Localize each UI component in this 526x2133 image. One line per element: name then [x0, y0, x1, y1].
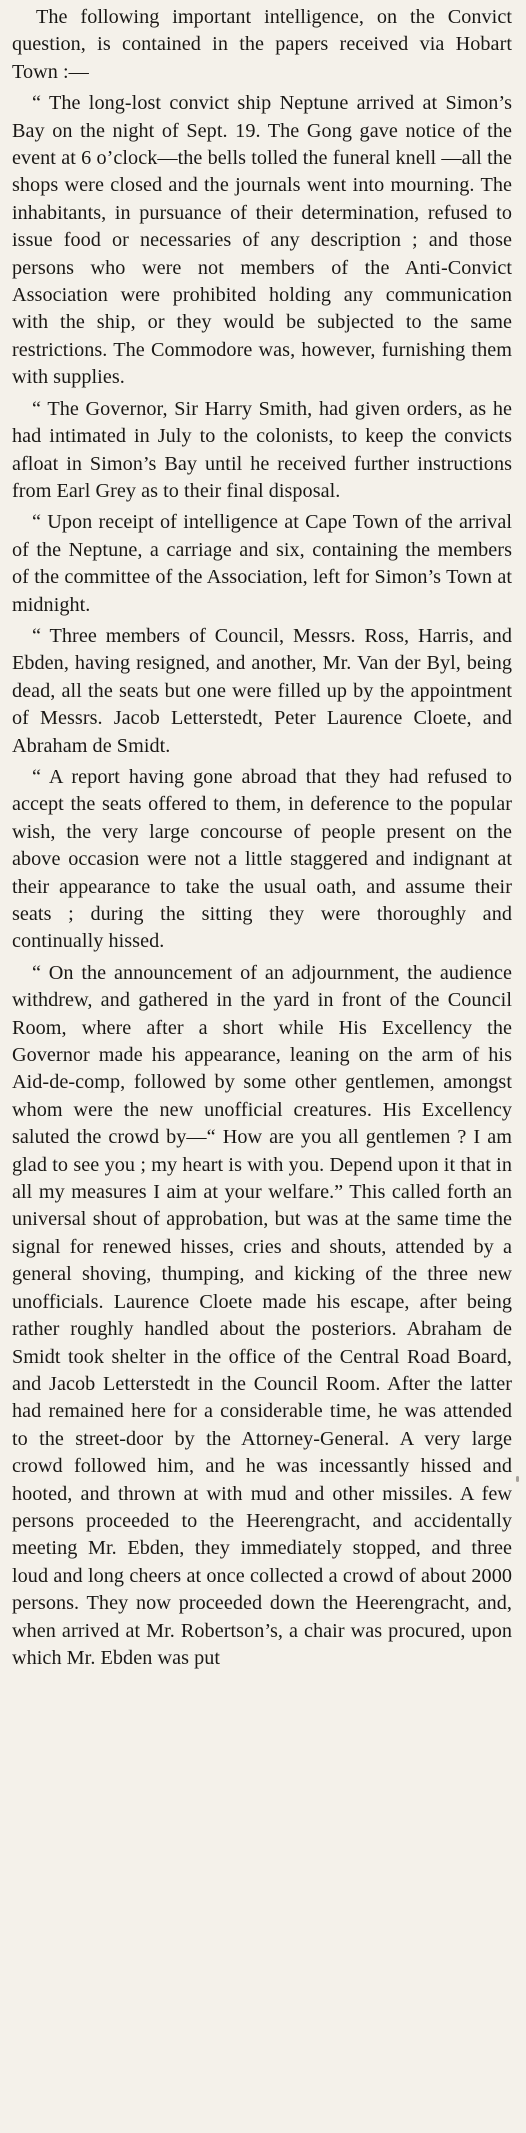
article-column [12, 4, 512, 1672]
article-paragraph-council-seats: “ Three members of Council, Messrs. Ross, Harris, and Ebden, having resigned, and another, Mr. Van der Byl, being dead, all the seats but one were filled up by the appointment of Messrs. Jacob Letterstedt, Peter Laurence Cloete, and Abraham de Smidt. [12, 624, 512, 757]
article-paragraph-governor-orders: “ The Governor, Sir Harry Smith, had given orders, as he had intimated in July to the colonists, to keep the convicts afloat in Simon’s Bay until he received further instructions from Earl Grey as to their final disposal. [12, 397, 512, 502]
article-paragraph-adjournment: “ On the announcement of an adjournment, the audience withdrew, and gathered in the yard in front of the Council Room, where after a short while His Excellency the Governor made his appearance, leaning on the arm of his Aid-de-comp, followed by some other gentlemen, amongst whom were the new unofficial creatures. His Excellency saluted the crowd by—“ How are you all gentlemen ? I am glad to see you ; my heart is with you. Depend upon it that in all my measures I aim at your welfare.” This called forth an universal shout of approbation, but was at the same time the signal for renewed hisses, cries and shouts, attended by a general shoving, thumping, and kicking of the three new unofficials. Laurence Cloete made his escape, after being rather roughly handled about the posteriors. Abraham de Smidt took shelter in the office of the Central Road Board, and Jacob Letterstedt in the Council Room. After the latter had remained here for a considerable time, he was attended to the street-door by the Attorney-General. A very large crowd followed him, and he was incessantly hissed and hooted, and thrown at with mud and other missiles. A few persons proceeded to the Heerengracht, and accidentally meeting Mr. Ebden, they immediately stopped, and three loud and long cheers at once collected a crowd of about 2000 persons. They now proceeded down the Heerengracht, and, when arrived at Mr. Robertson’s, a chair was procured, upon which Mr. Ebden was put [12, 961, 512, 1669]
article-paragraph-neptune-arrival: “ The long-lost convict ship Neptune arrived at Simon’s Bay on the night of Sept. 19. The Gong gave notice of the event at 6 o’clock—the bells tolled the funeral knell —all the shops were closed and the journals went into mourning. The inhabitants, in pursuance of their determination, refused to issue food or necessaries of any description ; and those persons who were not members of the Anti-Convict Association were prohibited holding any communication with the ship, or they would be subjected to the same restrictions. The Commodore was, however, furnishing them with supplies. [12, 92, 512, 389]
margin-ink-mark [516, 1476, 519, 1482]
article-paragraph-report: “ A report having gone abroad that they had refused to accept the seats offered to them, in deference to the popular wish, the very large concourse of people present on the above occasion were not a little staggered and indignant at their appearance to take the usual oath, and assume their seats ; during the sitting they were thoroughly and continually hissed. [12, 765, 512, 953]
article-paragraph-intro: The following important intelligence, on the Convict question, is contained in the papers received via Hobart Town :— [12, 6, 512, 83]
article-paragraph-committee: “ Upon receipt of intelligence at Cape Town of the arrival of the Neptune, a carriage and six, containing the members of the committee of the Association, left for Simon’s Town at midnight. [12, 511, 512, 616]
